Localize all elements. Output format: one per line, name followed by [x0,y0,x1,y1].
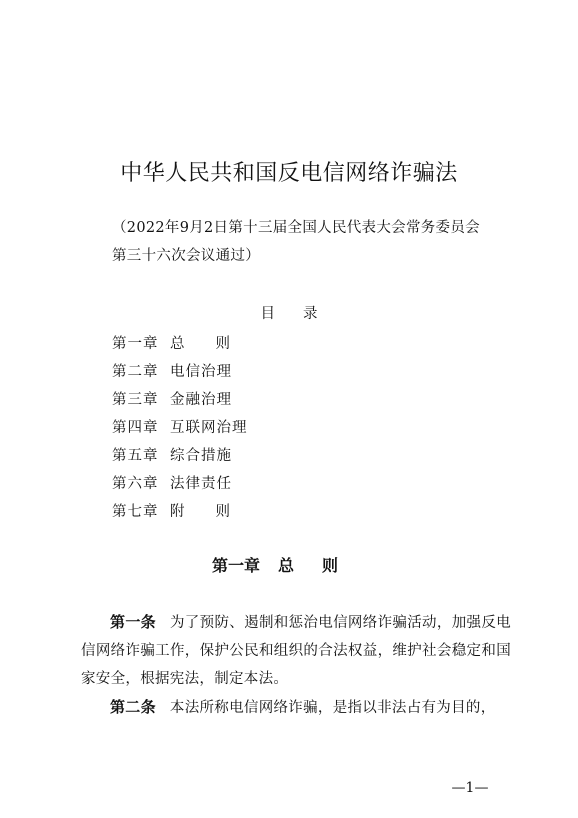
toc-chapter-name: 电信治理 [170,364,232,380]
adoption-note: （2022年9月2日第十三届全国人民代表大会常务委员会第三十六次会议通过） [112,220,480,264]
law-title: 中华人民共和国反电信网络诈骗法 [120,161,458,186]
toc-item-chapter-4[interactable] [112,414,261,442]
toc-chapter-number: 第六章 [112,476,159,492]
article-label: 第一条 [110,613,156,631]
chapter-heading [0,553,578,576]
table-of-contents [112,330,261,526]
toc-chapter-number: 第二章 [112,364,159,380]
toc-chapter-name: 附则 [170,504,261,520]
chapter-name: 总则 [278,556,367,575]
toc-chapter-number: 第五章 [112,448,159,464]
toc-chapter-number: 第四章 [112,420,159,436]
page-number: —1— [451,780,489,796]
toc-item-chapter-1[interactable] [112,330,261,358]
toc-chapter-name: 金融治理 [170,392,232,408]
toc-item-chapter-5[interactable] [112,442,261,470]
toc-heading-left: 目 [260,306,275,322]
toc-item-chapter-6[interactable] [112,470,261,498]
toc-item-chapter-7[interactable] [112,498,261,526]
toc-heading-right: 录 [303,306,318,322]
toc-chapter-name: 综合措施 [170,448,232,464]
toc-heading [0,302,578,323]
chapter-number: 第一章 [211,556,260,575]
toc-item-chapter-3[interactable] [112,386,261,414]
article-body [81,608,511,722]
article-paragraph [81,608,511,693]
toc-chapter-name: 法律责任 [170,476,232,492]
toc-chapter-number: 第一章 [112,336,159,352]
toc-chapter-number: 第三章 [112,392,159,408]
article-label: 第二条 [110,698,156,716]
toc-item-chapter-2[interactable] [112,358,261,386]
toc-chapter-name: 总则 [170,336,261,352]
toc-chapter-name: 互联网治理 [170,420,248,436]
toc-chapter-number: 第七章 [112,504,159,520]
article-text: 本法所称电信网络诈骗，是指以非法占有为目的， [169,700,496,716]
article-paragraph [81,693,511,722]
article-text: 为了预防、遏制和惩治电信网络诈骗活动，加强反电信网络诈骗工作，保护公民和组织的合法权益，维护社会稳定和国家安全，根据宪法，制定本法。 [81,615,511,687]
